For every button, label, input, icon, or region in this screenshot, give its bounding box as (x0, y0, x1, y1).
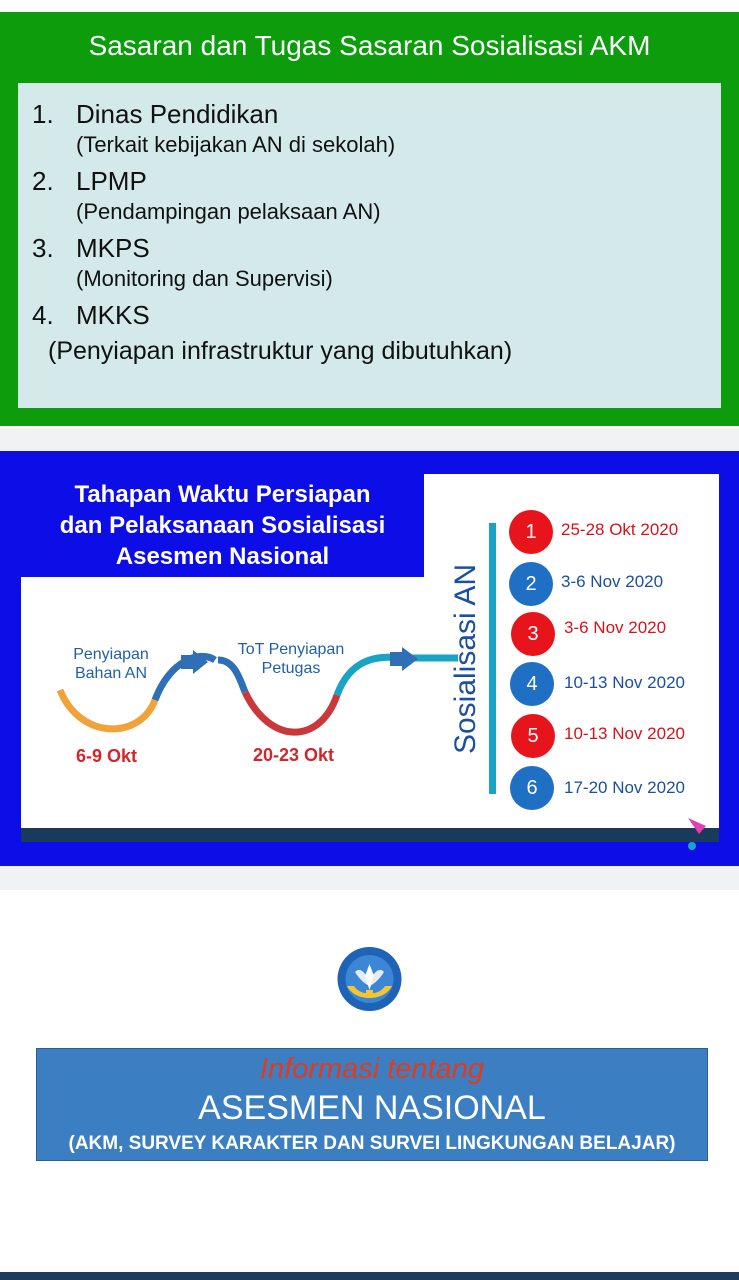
stage-date-1: 6-9 Okt (76, 746, 138, 766)
stage-label-1: Penyiapan Bahan AN (73, 646, 149, 682)
step-date: 10-13 Nov 2020 (564, 724, 685, 743)
timeline-title: Tahapan Waktu Persiapan dan Pelaksanaan Sosialisasi Asesmen Nasional (59, 481, 386, 570)
arrow-icon (390, 647, 418, 671)
list-item-name: MKKS (76, 300, 150, 330)
wave-segment-orange (60, 690, 155, 729)
step-date: 3-6 Nov 2020 (564, 618, 667, 637)
info-title: ASESMEN NASIONAL (198, 1089, 546, 1127)
list-item: 4. MKKS (32, 300, 150, 330)
stage-date-2: 20-23 Okt (253, 745, 335, 765)
targets-title: Sasaran dan Tugas Sasaran Sosialisasi AKM (88, 30, 651, 61)
list-item-name: MKPS (76, 233, 150, 263)
sosialisasi-vertical-title: Sosialisasi AN (449, 563, 482, 755)
list-item-desc: (Pendampingan pelaksaan AN) (76, 199, 381, 224)
corner-decoration (688, 842, 696, 850)
list-item-name: Dinas Pendidikan (76, 99, 279, 129)
step-number-badge: 3 (511, 612, 555, 656)
info-banner (36, 1048, 708, 1161)
list-item: 2. LPMP (32, 166, 147, 196)
list-item-desc: (Penyiapan infrastruktur yang dibutuhkan) (48, 337, 513, 365)
step-date: 3-6 Nov 2020 (561, 572, 664, 591)
info-subtitle: Informasi tentang (259, 1053, 485, 1085)
list-item-desc: (Monitoring dan Supervisi) (76, 266, 333, 291)
list-item-name: LPMP (76, 166, 147, 196)
step-date: 10-13 Nov 2020 (564, 673, 685, 692)
step-number-badge: 4 (510, 662, 554, 706)
steps-vertical-bar (489, 523, 496, 794)
step-number-badge: 1 (509, 510, 553, 554)
wave-segment-red (245, 692, 337, 732)
step-date: 25-28 Okt 2020 (561, 520, 679, 539)
bottom-bar (0, 1272, 739, 1280)
list-item: 3. MKPS (32, 233, 150, 263)
tut-wuri-handayani-logo-icon (335, 946, 404, 1012)
sparkle-decoration (688, 818, 706, 834)
step-number-badge: 6 (510, 766, 554, 810)
stage-label-2: ToT Penyiapan Petugas (237, 641, 345, 677)
list-item-desc: (Terkait kebijakan AN di sekolah) (76, 132, 396, 157)
step-number-badge: 2 (509, 562, 553, 606)
info-description: (AKM, SURVEY KARAKTER DAN SURVEI LINGKUNGAN BELAJAR) (68, 1133, 676, 1154)
step-number-badge: 5 (511, 714, 555, 758)
list-item: 1. Dinas Pendidikan (32, 99, 279, 129)
step-date: 17-20 Nov 2020 (564, 778, 685, 797)
